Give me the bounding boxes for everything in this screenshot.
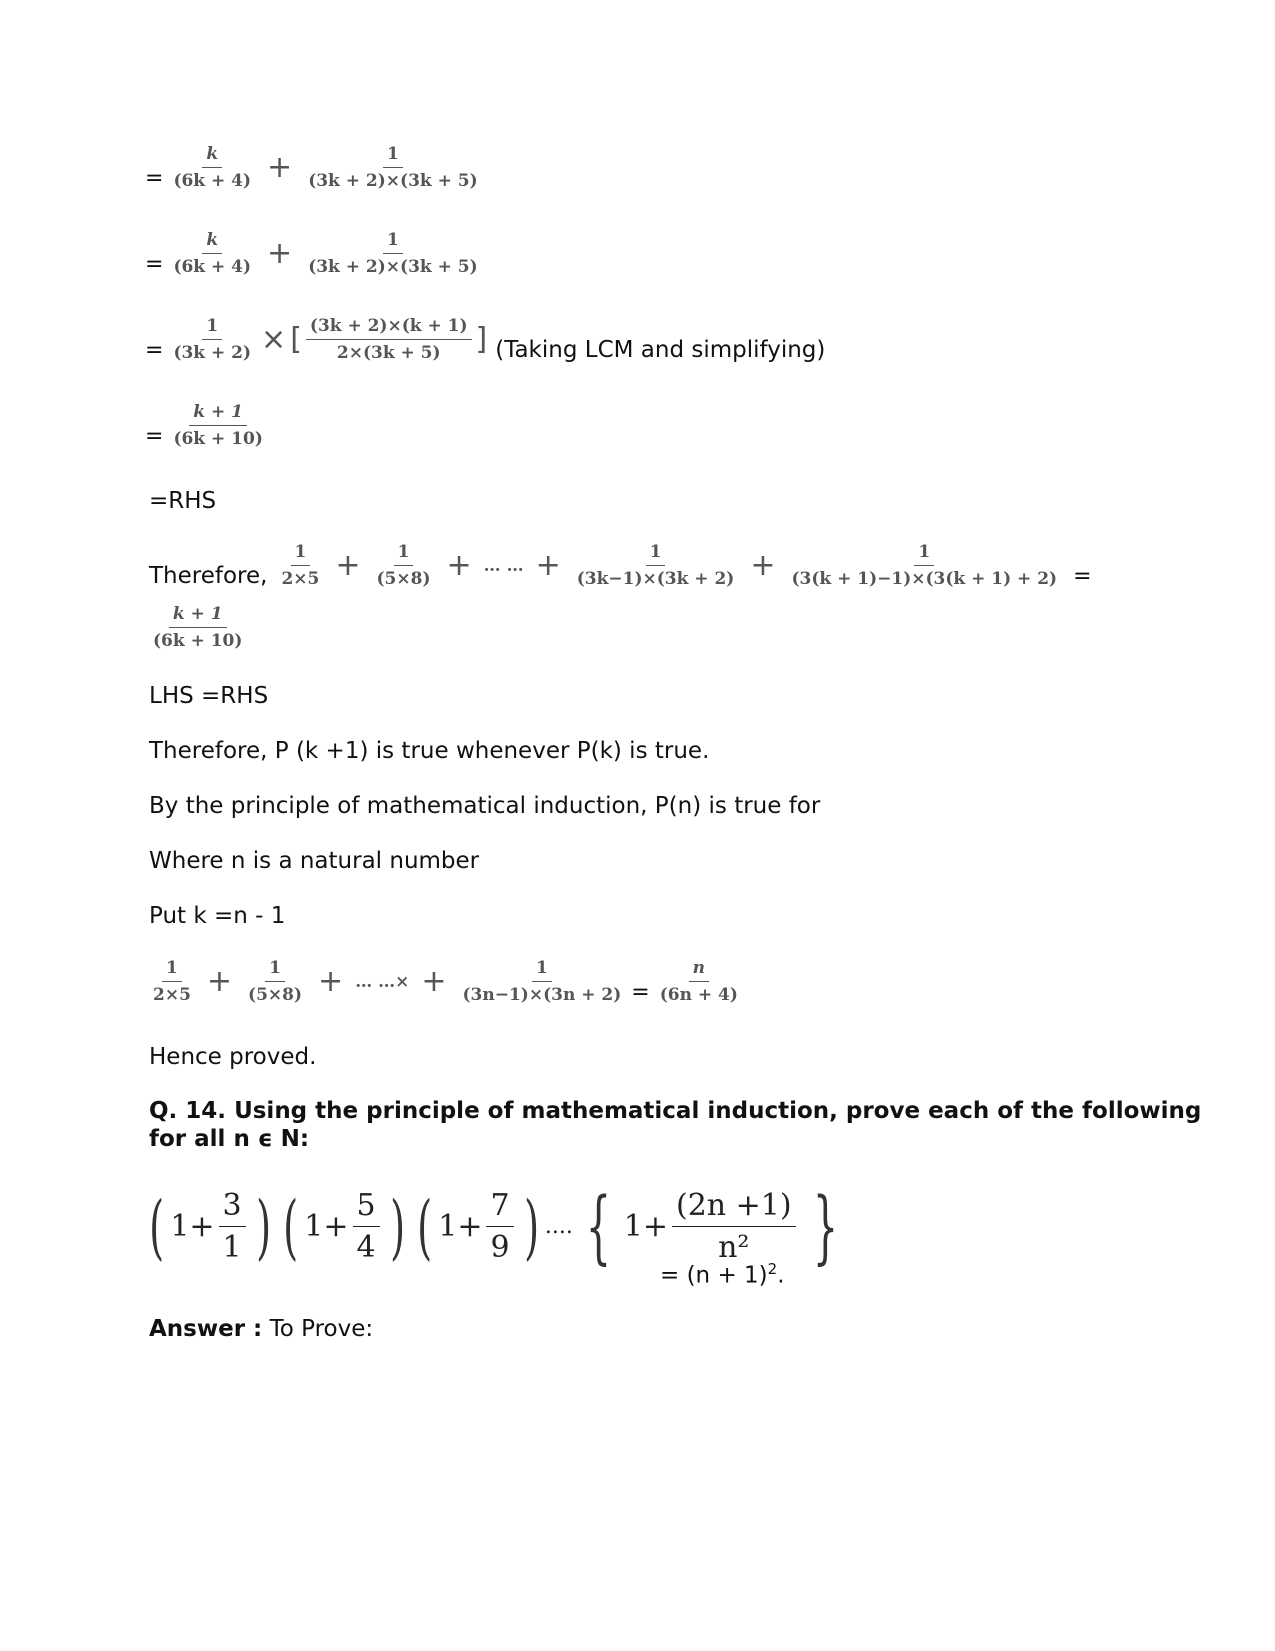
fraction: $\frac{1}{(5\times 8)}$ [248,958,303,1005]
fraction: $\frac{k + 1}{(6k + 10)}$ [153,604,243,651]
put-k-line: Put k =n - 1 [149,903,286,929]
fraction: $\frac{7}{9}$ [486,1188,513,1265]
final-equation: $\frac{1}{2\times 5}$ + $\frac{1}{(5\times 8)}$ + … …× + $\frac{1}{(3n-1)\times(3n + 2)}$ = $\frac{n}{(6n + 4)}$ [145,958,746,1005]
therefore-true-line: Therefore, P (k +1) is true whenever P(k) is true. [149,738,710,764]
question-title: Q. 14. Using the principle of mathematical induction, prove each of the following [149,1098,1202,1124]
question-formula-rhs: = $(n + 1)^2$. [660,1260,785,1289]
fraction: $\frac{(3k + 2)\times(k + 1)}{2\times(3k + 5)}$ [306,316,472,363]
fraction: $\frac{n}{(6n + 4)}$ [659,958,738,1005]
therefore-equation: Therefore, $\frac{1}{2\times 5}$ + $\frac{1}{(5\times 8)}$ + … … + $\frac{1}{(3k-1)\times(3k + 2)}$ + $\frac{1}{(3(k + 1)-1)\times(3(k + 1) + 2)}$ = [149,542,1092,589]
therefore-equation-result [145,604,250,651]
fraction: $\frac{1}{(5\times 8)}$ [376,542,431,589]
answer-line: Answer : To Prove: [149,1316,374,1342]
equation-step-2: = $\frac{k}{(6k + 4)}$ + $\frac{1}{(3k + 2)\times(3k + 5)}$ [145,230,486,277]
fraction: $\frac{1}{(3(k + 1)-1)\times(3(k + 1) + 2)}$ [791,542,1058,589]
fraction: $\frac{1}{2\times 5}$ [153,958,191,1005]
fraction: $\frac{k + 1}{(6k + 10)}$ [173,402,263,449]
where-n-line: Where n is a natural number [149,848,480,874]
fraction: $\frac{1}{(3k + 2)\times(3k + 5)}$ [308,230,478,277]
fraction: $\frac{1}{2\times 5}$ [281,542,320,589]
question-title-line-2: for all n ϵ N: [149,1126,310,1152]
fraction: $\frac{5}{4}$ [353,1188,380,1265]
equation-step-1: = $\frac{k}{(6k + 4)}$ + $\frac{1}{(3k + 2)\times(3k + 5)}$ [145,144,486,191]
fraction: $\frac{k}{(6k + 4)}$ [173,230,252,277]
fraction: $\frac{(2n +1)}{\text{n²}}$ [672,1188,796,1265]
hence-proved: Hence proved. [149,1044,317,1070]
fraction: $\frac{1}{(3k + 2)}$ [173,316,252,363]
question-formula: ( 1 + $\frac{3}{1}$ ) ( 1 + $\frac{5}{4}$ ) ( 1 + $\frac{7}{9}$ ) .... { 1 + $\frac{(2n +1)}{\text{n²}}$ } [149,1180,838,1273]
rhs-line: =RHS [149,488,217,514]
equation-step-3: = $\frac{1}{(3k + 2)}$ × [ $\frac{(3k + 2)\times(k + 1)}{2\times(3k + 5)}$ ] (Taking LCM and simplifying) [145,316,826,363]
fraction: $\frac{k}{(6k + 4)}$ [173,144,252,191]
fraction: $\frac{3}{1}$ [219,1188,246,1265]
lhs-equals-rhs: LHS =RHS [149,683,269,709]
fraction: $\frac{1}{(3k + 2)\times(3k + 5)}$ [308,144,478,191]
fraction: $\frac{1}{(3k-1)\times(3k + 2)}$ [576,542,735,589]
principle-line: By the principle of mathematical induction, P(n) is true for [149,793,821,819]
equation-step-4: = $\frac{k + 1}{(6k + 10)}$ [145,402,271,449]
fraction: $\frac{1}{(3n-1)\times(3n + 2)}$ [462,958,622,1005]
